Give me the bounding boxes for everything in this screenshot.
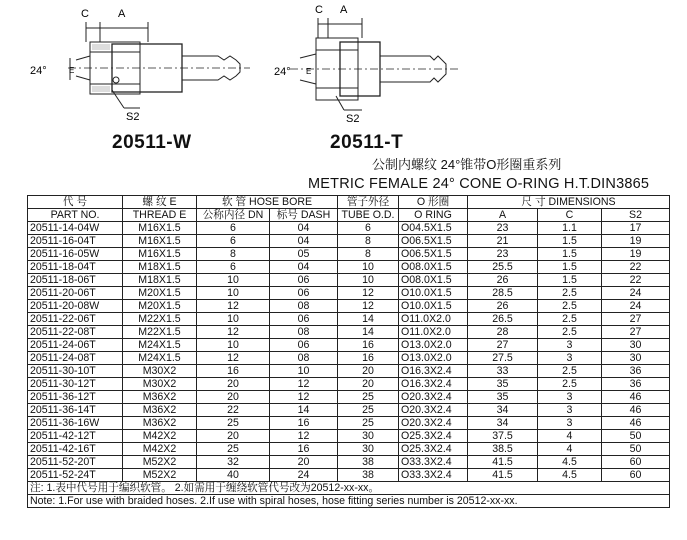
cell-o-ring: O06.5X1.5 [399, 248, 468, 261]
cell-dim-a: 27.5 [468, 352, 538, 365]
cell-part-no: 20511-16-04T [28, 235, 123, 248]
cell-dash: 24 [270, 469, 338, 482]
cell-o-ring: O11.0X2.0 [399, 326, 468, 339]
cell-tube-od: 25 [338, 391, 399, 404]
cell-thread: M22X1.5 [123, 326, 197, 339]
cell-thread: M36X2 [123, 417, 197, 430]
cell-dash: 16 [270, 417, 338, 430]
cell-dn: 10 [197, 313, 270, 326]
cell-dash: 14 [270, 404, 338, 417]
title-chinese: 公制内螺纹 24°锥带O形圈重系列 [372, 157, 562, 172]
cell-dn: 12 [197, 352, 270, 365]
cell-dim-c: 3 [538, 352, 602, 365]
header-tube-od: TUBE O.D. [338, 209, 399, 222]
header-dim-c: C [538, 209, 602, 222]
cell-tube-od: 20 [338, 365, 399, 378]
note-chinese: 注: 1.表中代号用于编织软管。 2.如需用于缠绕软管代号改为20512-xx-xx。 [28, 482, 670, 495]
cell-dash: 04 [270, 222, 338, 235]
cell-dim-a: 41.5 [468, 469, 538, 482]
header-tube-od-cn: 管子外径 [338, 196, 399, 209]
cell-dim-c: 4 [538, 430, 602, 443]
cell-thread: M42X2 [123, 443, 197, 456]
spec-table [27, 195, 670, 508]
header-dash: 标号 DASH [270, 209, 338, 222]
cell-part-no: 20511-18-04T [28, 261, 123, 274]
cell-dim-s2: 46 [602, 417, 670, 430]
cell-o-ring: O08.0X1.5 [399, 261, 468, 274]
cell-dn: 25 [197, 417, 270, 430]
cell-dim-s2: 30 [602, 339, 670, 352]
cell-dn: 20 [197, 378, 270, 391]
cell-dn: 6 [197, 222, 270, 235]
cell-thread: M20X1.5 [123, 300, 197, 313]
cell-dim-s2: 19 [602, 235, 670, 248]
cell-part-no: 20511-20-06T [28, 287, 123, 300]
s2-label: S2 [126, 111, 140, 123]
cell-dn: 16 [197, 365, 270, 378]
cell-dash: 04 [270, 235, 338, 248]
cell-tube-od: 14 [338, 326, 399, 339]
dim-a-label: A [118, 8, 126, 20]
cell-thread: M24X1.5 [123, 339, 197, 352]
cell-dim-a: 26.5 [468, 313, 538, 326]
table-row [28, 222, 670, 235]
cell-dim-s2: 22 [602, 274, 670, 287]
cell-thread: M16X1.5 [123, 248, 197, 261]
header-part-no: PART NO. [28, 209, 123, 222]
cell-o-ring: O08.0X1.5 [399, 274, 468, 287]
cell-dash: 08 [270, 300, 338, 313]
cell-tube-od: 20 [338, 378, 399, 391]
cell-dim-c: 2.5 [538, 378, 602, 391]
fitting-drawing-20511-t [270, 0, 470, 130]
cell-o-ring: O20.3X2.4 [399, 391, 468, 404]
cell-tube-od: 30 [338, 430, 399, 443]
cell-dim-s2: 24 [602, 300, 670, 313]
dim-c-label: C [81, 8, 89, 20]
cell-tube-od: 25 [338, 404, 399, 417]
cell-tube-od: 6 [338, 222, 399, 235]
header-o-ring: O RING [399, 209, 468, 222]
dim-c-label: C [315, 4, 323, 16]
cell-tube-od: 12 [338, 300, 399, 313]
cell-dash: 06 [270, 313, 338, 326]
cell-dn: 32 [197, 456, 270, 469]
cell-dim-a: 26 [468, 274, 538, 287]
cell-dim-s2: 27 [602, 326, 670, 339]
cell-dn: 10 [197, 339, 270, 352]
cell-dim-c: 1.5 [538, 261, 602, 274]
table-row [28, 469, 670, 482]
cell-tube-od: 10 [338, 261, 399, 274]
cell-dim-a: 33 [468, 365, 538, 378]
cell-part-no: 20511-16-05W [28, 248, 123, 261]
table-row [28, 300, 670, 313]
cell-thread: M18X1.5 [123, 261, 197, 274]
cell-dn: 12 [197, 300, 270, 313]
cell-dim-a: 35 [468, 391, 538, 404]
cell-part-no: 20511-14-04W [28, 222, 123, 235]
header-part-no-cn: 代 号 [28, 196, 123, 209]
cell-dim-s2: 27 [602, 313, 670, 326]
table-row [28, 404, 670, 417]
cell-dn: 10 [197, 287, 270, 300]
cell-dim-c: 1.5 [538, 235, 602, 248]
cell-dim-c: 2.5 [538, 300, 602, 313]
s2-label: S2 [346, 113, 360, 125]
cell-dim-s2: 46 [602, 391, 670, 404]
cell-tube-od: 8 [338, 248, 399, 261]
table-row [28, 313, 670, 326]
cell-dim-c: 2.5 [538, 313, 602, 326]
cell-dim-c: 3 [538, 404, 602, 417]
cell-dim-a: 38.5 [468, 443, 538, 456]
cell-tube-od: 16 [338, 352, 399, 365]
table-row [28, 391, 670, 404]
header-thread-cn: 螺 纹 E [123, 196, 197, 209]
cell-tube-od: 12 [338, 287, 399, 300]
table-row [28, 235, 670, 248]
cell-dim-a: 34 [468, 417, 538, 430]
cell-dim-a: 28 [468, 326, 538, 339]
cell-dash: 05 [270, 248, 338, 261]
cell-dim-s2: 24 [602, 287, 670, 300]
header-o-ring-cn: O 形圈 [399, 196, 468, 209]
model-label-t: 20511-T [330, 132, 404, 153]
cell-dim-s2: 36 [602, 365, 670, 378]
cell-part-no: 20511-42-16T [28, 443, 123, 456]
header-dim-a: A [468, 209, 538, 222]
cell-o-ring: O20.3X2.4 [399, 417, 468, 430]
cell-dim-a: 34 [468, 404, 538, 417]
cell-dash: 12 [270, 430, 338, 443]
cell-part-no: 20511-30-12T [28, 378, 123, 391]
cell-dash: 08 [270, 352, 338, 365]
cell-dim-c: 1.5 [538, 274, 602, 287]
cell-o-ring: O10.0X1.5 [399, 287, 468, 300]
cell-part-no: 20511-42-12T [28, 430, 123, 443]
cell-o-ring: O25.3X2.4 [399, 430, 468, 443]
cell-dim-c: 1.5 [538, 248, 602, 261]
cell-dn: 12 [197, 326, 270, 339]
cell-dn: 6 [197, 261, 270, 274]
cell-thread: M18X1.5 [123, 274, 197, 287]
cell-part-no: 20511-52-20T [28, 456, 123, 469]
cell-thread: M30X2 [123, 378, 197, 391]
cell-thread: M22X1.5 [123, 313, 197, 326]
cell-dash: 12 [270, 378, 338, 391]
cell-dim-s2: 22 [602, 261, 670, 274]
angle-label: 24° [30, 65, 47, 77]
note-row-en [28, 495, 670, 508]
cell-dim-a: 23 [468, 248, 538, 261]
cell-tube-od: 25 [338, 417, 399, 430]
cell-dn: 10 [197, 274, 270, 287]
cell-thread: M36X2 [123, 404, 197, 417]
cell-tube-od: 38 [338, 456, 399, 469]
cell-dn: 6 [197, 235, 270, 248]
cell-dim-c: 4.5 [538, 469, 602, 482]
cell-o-ring: O13.0X2.0 [399, 352, 468, 365]
header-row-2 [28, 209, 670, 222]
fitting-drawing-20511-w [28, 0, 258, 130]
note-english: Note: 1.For use with braided hoses. 2.If use with spiral hoses, hose fitting series number is 20512-xx-xx. [28, 495, 670, 508]
cell-o-ring: O13.0X2.0 [399, 339, 468, 352]
cell-part-no: 20511-52-24T [28, 469, 123, 482]
cell-dim-a: 27 [468, 339, 538, 352]
table-row [28, 339, 670, 352]
cell-thread: M52X2 [123, 456, 197, 469]
header-dn: 公称内径 DN [197, 209, 270, 222]
cell-thread: M36X2 [123, 391, 197, 404]
cell-o-ring: O06.5X1.5 [399, 235, 468, 248]
cell-thread: M42X2 [123, 430, 197, 443]
cell-dim-s2: 17 [602, 222, 670, 235]
cell-dim-c: 2.5 [538, 365, 602, 378]
table-row [28, 417, 670, 430]
cell-thread: M52X2 [123, 469, 197, 482]
cell-part-no: 20511-36-14T [28, 404, 123, 417]
table-row [28, 326, 670, 339]
table-row [28, 287, 670, 300]
header-thread: THREAD E [123, 209, 197, 222]
table-row [28, 352, 670, 365]
dim-a-label: A [340, 4, 348, 16]
header-hose-bore: 软 管 HOSE BORE [197, 196, 338, 209]
cell-dim-a: 41.5 [468, 456, 538, 469]
cell-thread: M30X2 [123, 365, 197, 378]
cell-dn: 20 [197, 430, 270, 443]
cell-part-no: 20511-20-08W [28, 300, 123, 313]
angle-label: 24° [274, 66, 291, 78]
cell-dim-s2: 46 [602, 404, 670, 417]
cell-dim-a: 25.5 [468, 261, 538, 274]
cell-o-ring: O33.3X2.4 [399, 469, 468, 482]
cell-dim-c: 3 [538, 417, 602, 430]
cell-dash: 10 [270, 365, 338, 378]
cell-o-ring: O20.3X2.4 [399, 404, 468, 417]
cell-dim-s2: 36 [602, 378, 670, 391]
cell-dim-a: 37.5 [468, 430, 538, 443]
table-row [28, 430, 670, 443]
cell-part-no: 20511-30-10T [28, 365, 123, 378]
table-row [28, 274, 670, 287]
table-row [28, 456, 670, 469]
dim-e-label: E [306, 67, 312, 76]
note-row-cn [28, 482, 670, 495]
table-row [28, 261, 670, 274]
cell-dash: 06 [270, 274, 338, 287]
cell-dn: 40 [197, 469, 270, 482]
title-english: METRIC FEMALE 24° CONE O-RING H.T.DIN3865 [308, 176, 650, 192]
cell-o-ring: O11.0X2.0 [399, 313, 468, 326]
cell-part-no: 20511-24-06T [28, 339, 123, 352]
cell-dash: 06 [270, 339, 338, 352]
cell-tube-od: 10 [338, 274, 399, 287]
cell-dim-a: 26 [468, 300, 538, 313]
cell-dim-c: 1.1 [538, 222, 602, 235]
cell-dim-s2: 50 [602, 430, 670, 443]
header-row-1 [28, 196, 670, 209]
cell-thread: M16X1.5 [123, 235, 197, 248]
cell-dim-s2: 60 [602, 456, 670, 469]
cell-dim-c: 3 [538, 339, 602, 352]
cell-dim-c: 2.5 [538, 326, 602, 339]
cell-dim-a: 28.5 [468, 287, 538, 300]
cell-dim-a: 23 [468, 222, 538, 235]
cell-dn: 20 [197, 391, 270, 404]
header-dim-s2: S2 [602, 209, 670, 222]
cell-dim-a: 35 [468, 378, 538, 391]
cell-dash: 04 [270, 261, 338, 274]
cell-part-no: 20511-22-08T [28, 326, 123, 339]
cell-dim-s2: 50 [602, 443, 670, 456]
model-label-w: 20511-W [112, 132, 192, 153]
cell-dim-c: 4.5 [538, 456, 602, 469]
table-row [28, 378, 670, 391]
cell-dn: 25 [197, 443, 270, 456]
cell-tube-od: 38 [338, 469, 399, 482]
cell-dim-a: 21 [468, 235, 538, 248]
cell-dash: 20 [270, 456, 338, 469]
cell-tube-od: 30 [338, 443, 399, 456]
dim-e-label: E [69, 66, 75, 75]
cell-part-no: 20511-24-08T [28, 352, 123, 365]
cell-dim-c: 2.5 [538, 287, 602, 300]
cell-o-ring: O16.3X2.4 [399, 378, 468, 391]
cell-o-ring: O04.5X1.5 [399, 222, 468, 235]
cell-tube-od: 14 [338, 313, 399, 326]
table-row [28, 248, 670, 261]
cell-dash: 16 [270, 443, 338, 456]
cell-thread: M24X1.5 [123, 352, 197, 365]
cell-o-ring: O10.0X1.5 [399, 300, 468, 313]
cell-part-no: 20511-36-12T [28, 391, 123, 404]
cell-dn: 8 [197, 248, 270, 261]
cell-thread: M20X1.5 [123, 287, 197, 300]
cell-thread: M16X1.5 [123, 222, 197, 235]
cell-part-no: 20511-36-16W [28, 417, 123, 430]
cell-dim-c: 3 [538, 391, 602, 404]
cell-part-no: 20511-18-06T [28, 274, 123, 287]
cell-o-ring: O25.3X2.4 [399, 443, 468, 456]
cell-dash: 08 [270, 326, 338, 339]
cell-part-no: 20511-22-06T [28, 313, 123, 326]
table-row [28, 443, 670, 456]
cell-dim-s2: 30 [602, 352, 670, 365]
cell-tube-od: 8 [338, 235, 399, 248]
cell-dn: 22 [197, 404, 270, 417]
cell-dash: 06 [270, 287, 338, 300]
header-dimensions: 尺 寸 DIMENSIONS [468, 196, 670, 209]
table-row [28, 365, 670, 378]
cell-o-ring: O33.3X2.4 [399, 456, 468, 469]
cell-dim-s2: 60 [602, 469, 670, 482]
cell-tube-od: 16 [338, 339, 399, 352]
cell-dash: 12 [270, 391, 338, 404]
cell-o-ring: O16.3X2.4 [399, 365, 468, 378]
cell-dim-c: 4 [538, 443, 602, 456]
cell-dim-s2: 19 [602, 248, 670, 261]
